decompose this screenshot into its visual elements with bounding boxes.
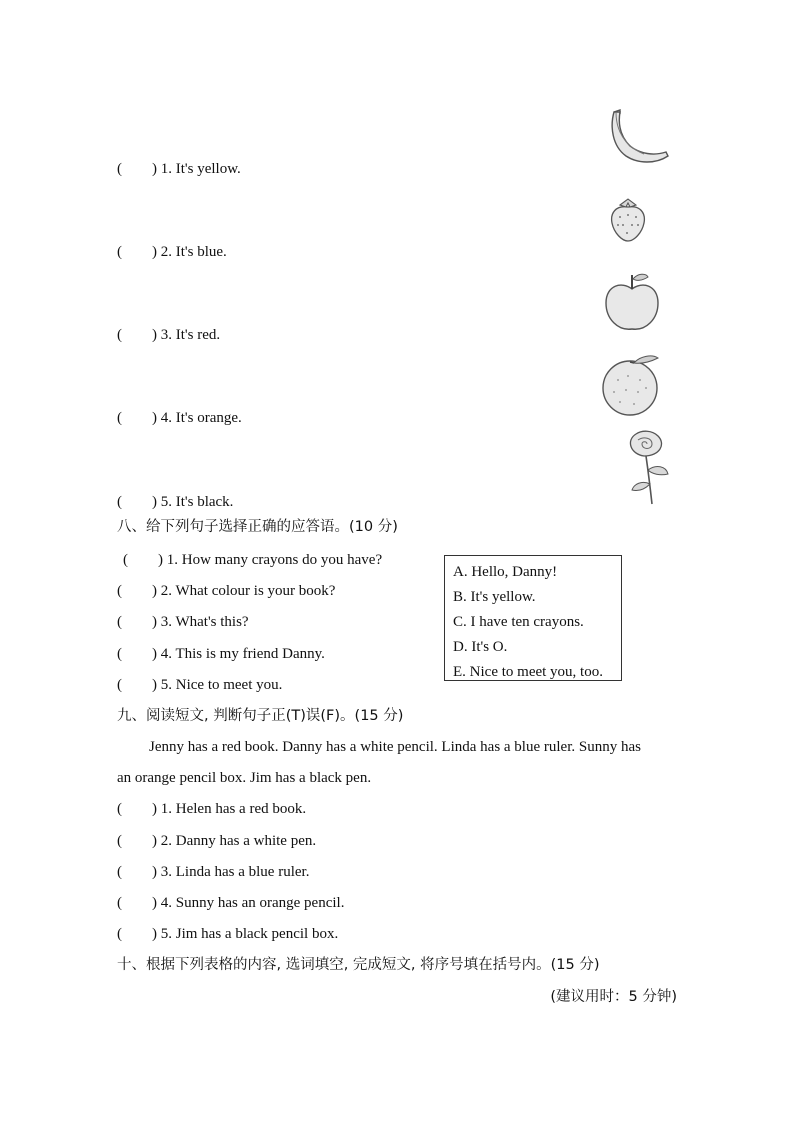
item-text: 2. Danny has a white pen. — [160, 833, 317, 849]
answer-paren[interactable]: ( ) — [117, 864, 157, 880]
part9-item-5 — [117, 925, 338, 943]
answer-paren[interactable]: ( ) — [117, 161, 157, 177]
part9-item-4 — [117, 894, 344, 912]
part9-item-2 — [117, 832, 316, 850]
option-c: C. I have ten crayons. — [453, 614, 584, 630]
part8-item-4 — [117, 645, 325, 663]
option-b: B. It's yellow. — [453, 589, 536, 605]
time-note: (建议用时：5 分钟) — [550, 989, 677, 1005]
item-text: 5. It's black. — [160, 494, 234, 510]
option-d: D. It's O. — [453, 639, 508, 655]
answer-paren[interactable]: ( ) — [117, 646, 157, 662]
part9-title: 九、阅读短文, 判断句子正(T)误(F)。(15 分) — [117, 708, 404, 724]
banana-icon — [604, 106, 672, 166]
part7-item-2 — [117, 243, 227, 261]
part8-item-1 — [123, 551, 382, 569]
answer-paren[interactable]: ( ) — [117, 833, 157, 849]
item-text: 2. It's blue. — [160, 244, 227, 260]
passage-line-2: an orange pencil box. Jim has a black pen. — [117, 770, 372, 786]
item-text: 5. Jim has a black pencil box. — [160, 926, 339, 942]
item-text: 1. Helen has a red book. — [160, 801, 307, 817]
answer-paren[interactable]: ( ) — [117, 244, 157, 260]
item-text: 1. How many crayons do you have? — [166, 552, 383, 568]
part8-item-2 — [117, 582, 335, 600]
answer-paren[interactable]: ( ) — [117, 926, 157, 942]
item-text: 4. It's orange. — [160, 410, 242, 426]
answer-paren[interactable]: ( ) — [117, 583, 157, 599]
answer-paren[interactable]: ( ) — [117, 895, 157, 911]
part8-item-5 — [117, 676, 282, 694]
passage-line-1: Jenny has a red book. Danny has a white pencil. Linda has a blue ruler. Sunny has — [149, 739, 641, 755]
item-text: 2. What colour is your book? — [160, 583, 336, 599]
part8-title: 八、给下列句子选择正确的应答语。(10 分) — [117, 519, 398, 535]
item-text: 3. What's this? — [160, 614, 249, 630]
item-text: 3. It's red. — [160, 327, 221, 343]
answer-paren[interactable]: ( ) — [117, 494, 157, 510]
rose-icon — [620, 430, 672, 506]
item-text: 5. Nice to meet you. — [160, 677, 283, 693]
part7-item-4 — [117, 409, 242, 427]
answer-paren[interactable]: ( ) — [117, 677, 157, 693]
item-text: 3. Linda has a blue ruler. — [160, 864, 310, 880]
part7-item-3 — [117, 326, 220, 344]
part10-title: 十、根据下列表格的内容, 选词填空, 完成短文, 将序号填在括号内。(15 分) — [117, 957, 600, 973]
option-a: A. Hello, Danny! — [453, 564, 558, 580]
answer-paren[interactable]: ( ) — [117, 801, 157, 817]
item-text: 4. Sunny has an orange pencil. — [160, 895, 345, 911]
item-text: 4. This is my friend Danny. — [160, 646, 325, 662]
answer-paren[interactable]: ( ) — [123, 552, 163, 568]
orange-icon — [600, 354, 664, 416]
option-e: E. Nice to meet you, too. — [453, 664, 603, 680]
part8-item-3 — [117, 613, 249, 631]
answer-options-box — [444, 555, 622, 681]
answer-paren[interactable]: ( ) — [117, 614, 157, 630]
part7-item-1 — [117, 160, 241, 178]
strawberry-icon — [608, 195, 648, 243]
part9-item-3 — [117, 863, 309, 881]
answer-paren[interactable]: ( ) — [117, 410, 157, 426]
answer-paren[interactable]: ( ) — [117, 327, 157, 343]
part7-item-5 — [117, 493, 233, 511]
item-text: 1. It's yellow. — [160, 161, 241, 177]
part9-item-1 — [117, 800, 306, 818]
apple-icon — [602, 271, 662, 333]
